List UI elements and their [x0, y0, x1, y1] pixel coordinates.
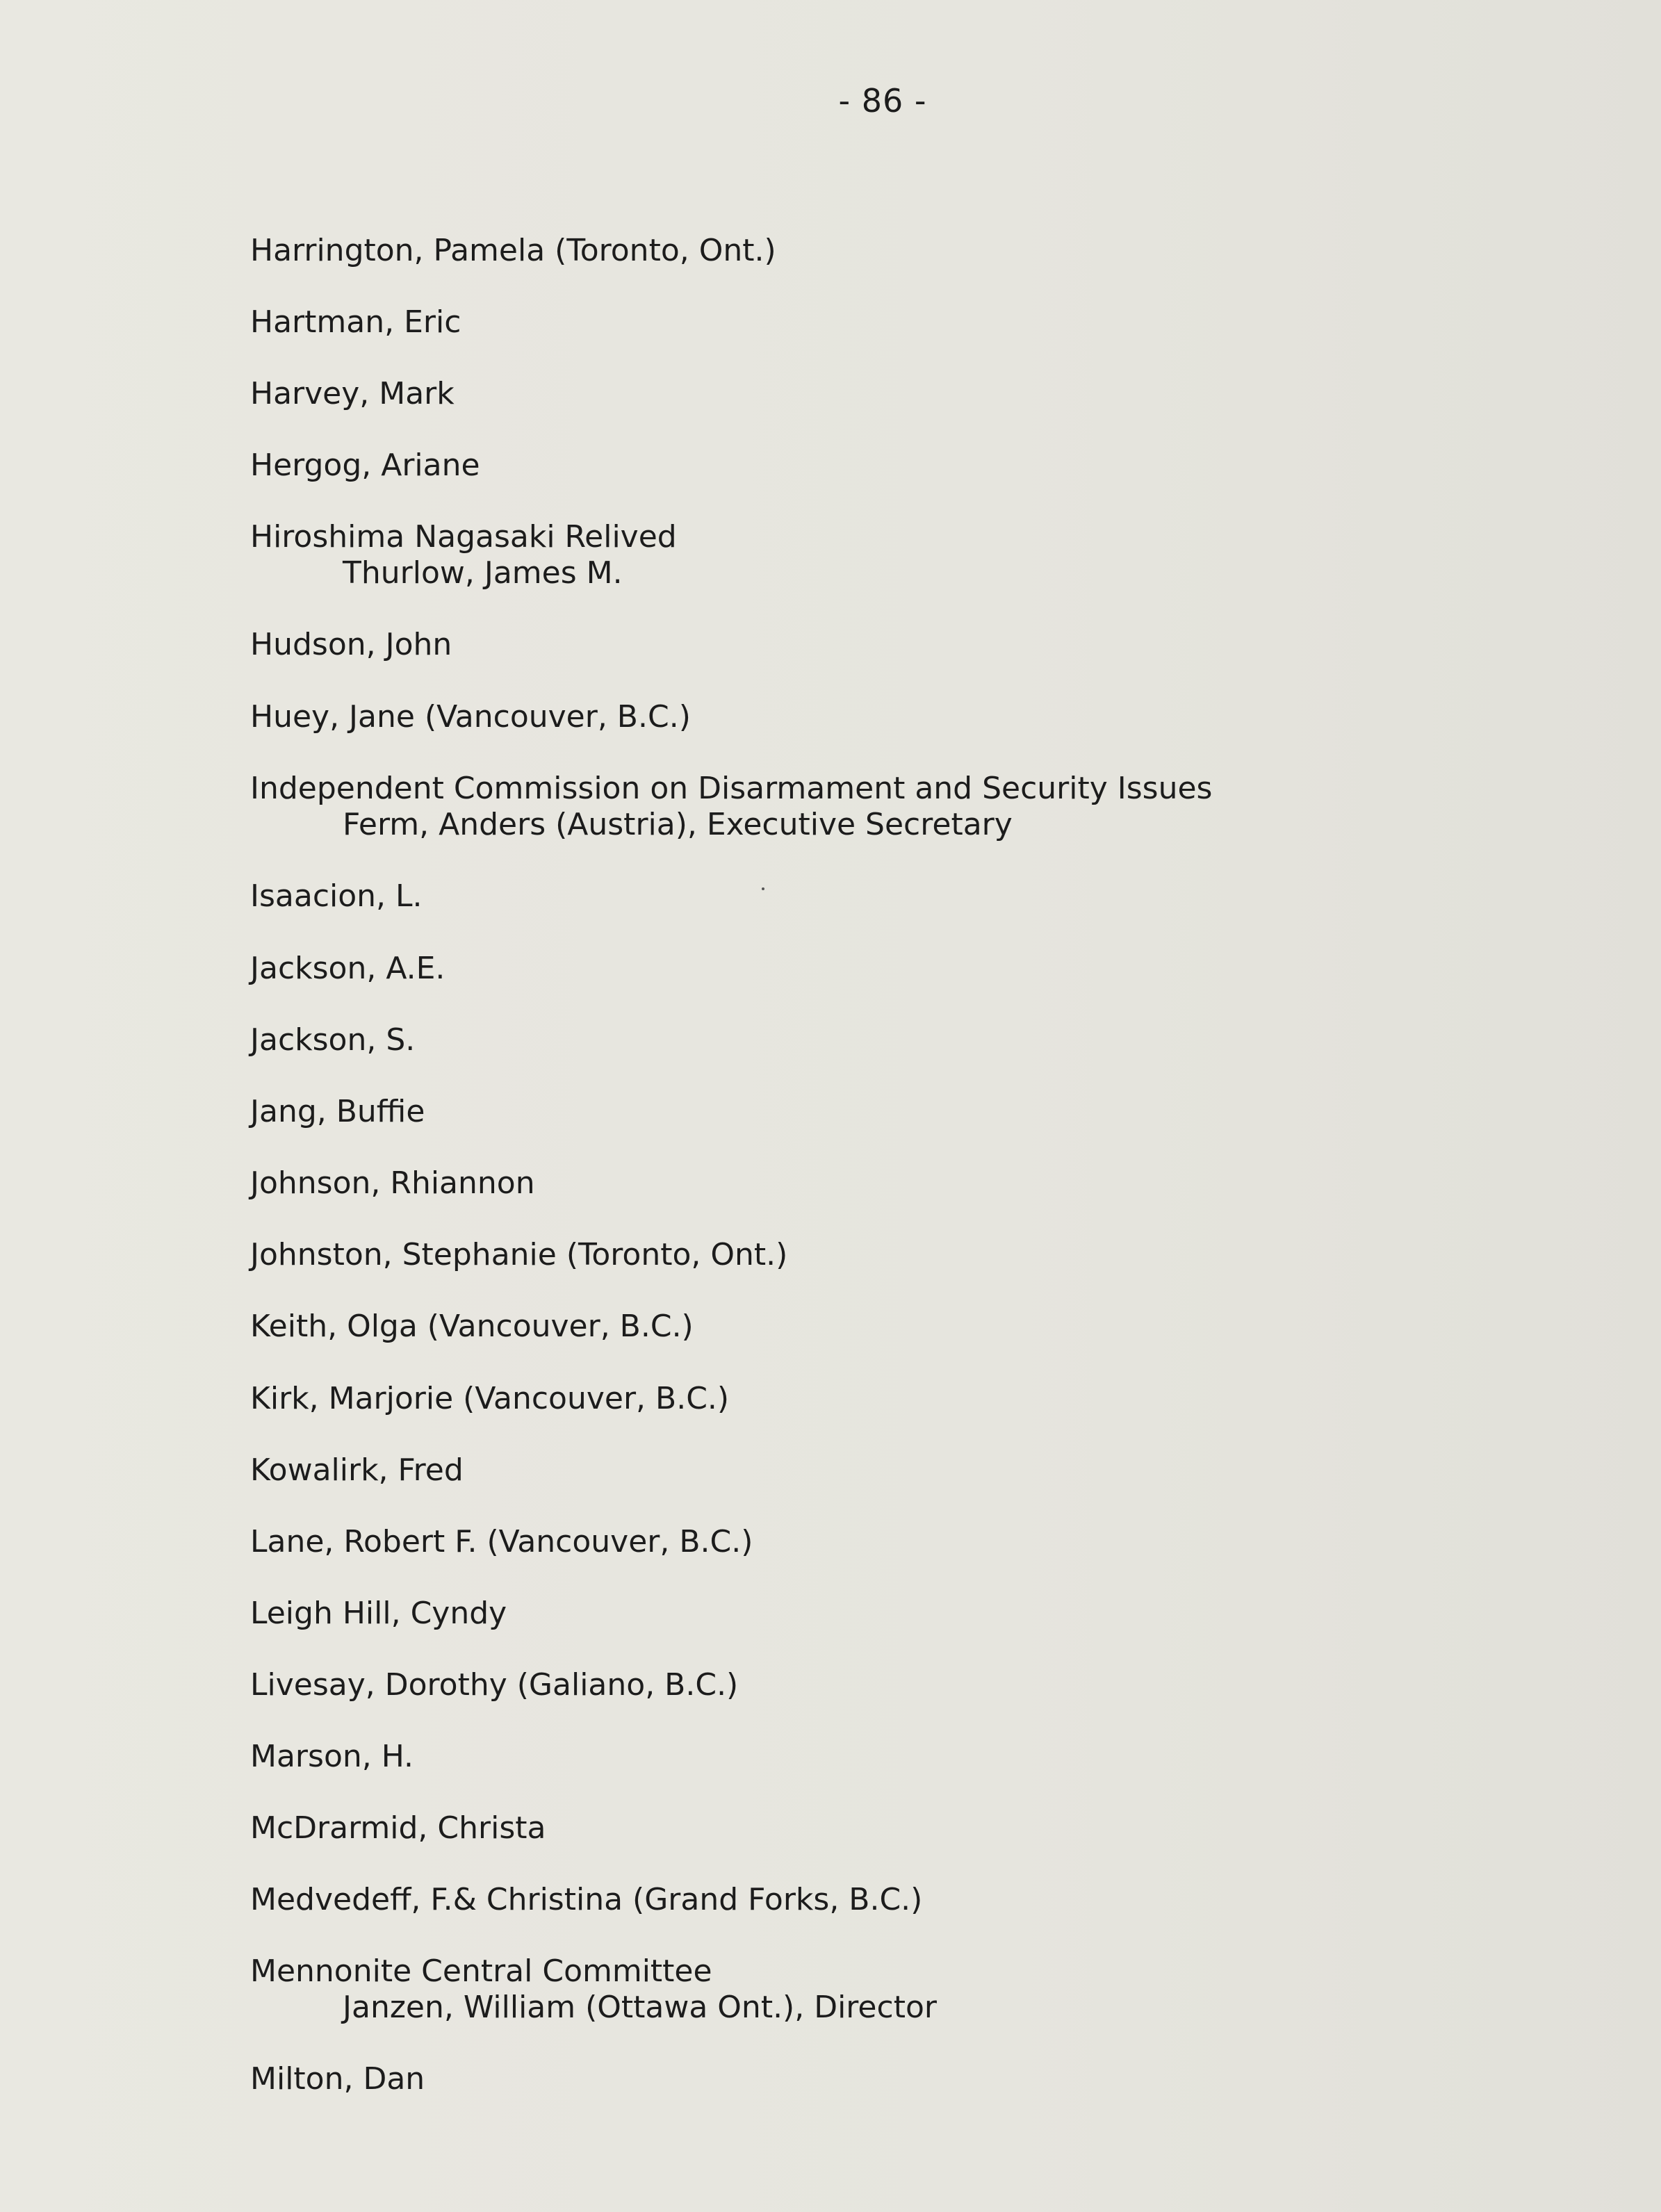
- entry-name: Medvedeff, F.& Christina (Grand Forks, B.C.): [250, 1882, 923, 1917]
- page-number: - 86 -: [838, 82, 927, 120]
- entry-name: Harvey, Mark: [250, 376, 455, 411]
- list-item: [250, 304, 461, 341]
- entry-name: Leigh Hill, Cyndy: [250, 1596, 507, 1631]
- entry-name: Jackson, A.E.: [250, 951, 445, 986]
- list-item: [250, 1094, 425, 1130]
- list-item: [250, 1022, 415, 1058]
- entry-name: Hiroshima Nagasaki Relived: [250, 519, 677, 555]
- entry-name: McDrarmid, Christa: [250, 1810, 546, 1846]
- entry-name: Johnson, Rhiannon: [250, 1165, 535, 1201]
- list-item: [250, 1810, 546, 1846]
- entry-name: Mennonite Central Committee: [250, 1953, 712, 1989]
- list-item: [250, 1524, 753, 1560]
- entry-name: Kirk, Marjorie (Vancouver, B.C.): [250, 1381, 730, 1416]
- entry-name: Kowalirk, Fred: [250, 1452, 464, 1488]
- list-item: [250, 1165, 535, 1202]
- entry-name: Marson, H.: [250, 1739, 414, 1774]
- ink-speck: [762, 887, 764, 890]
- list-item: [250, 1452, 464, 1489]
- entry-name: Hudson, John: [250, 627, 452, 662]
- entry-subline: Janzen, William (Ottawa Ont.), Director: [343, 1990, 937, 2025]
- entry-name: Jang, Buffie: [250, 1094, 425, 1129]
- list-item: [250, 1739, 414, 1775]
- list-item: [250, 699, 691, 735]
- entry-subline: Ferm, Anders (Austria), Executive Secretary: [343, 807, 1013, 842]
- entry-name: Hartman, Eric: [250, 304, 461, 340]
- list-item: [250, 1381, 729, 1417]
- entry-subline: Thurlow, James M.: [343, 555, 623, 591]
- list-item: [250, 1667, 738, 1703]
- list-item: [250, 233, 776, 269]
- entry-name: Isaacion, L.: [250, 878, 423, 914]
- entry-name: Jackson, S.: [250, 1022, 416, 1058]
- entry-name: Huey, Jane (Vancouver, B.C.): [250, 699, 691, 735]
- list-item: [250, 1596, 507, 1632]
- list-item: [250, 448, 480, 484]
- list-item: [250, 771, 1212, 843]
- list-item: [250, 1237, 787, 1273]
- list-item: [250, 2061, 425, 2097]
- list-item: [250, 878, 423, 915]
- entry-name: Independent Commission on Disarmament and Security Issues: [250, 771, 1213, 806]
- list-item: [250, 1953, 937, 2026]
- entry-name: Keith, Olga (Vancouver, B.C.): [250, 1309, 694, 1344]
- list-item: [250, 519, 677, 591]
- list-item: [250, 376, 455, 412]
- list-item: [250, 951, 445, 987]
- entry-name: Milton, Dan: [250, 2061, 425, 2097]
- entry-name: Johnston, Stephanie (Toronto, Ont.): [250, 1237, 788, 1272]
- list-item: [250, 1882, 922, 1918]
- entry-name: Livesay, Dorothy (Galiano, B.C.): [250, 1667, 739, 1703]
- entry-name: Harrington, Pamela (Toronto, Ont.): [250, 233, 776, 268]
- entry-name: Hergog, Ariane: [250, 448, 480, 483]
- entry-name: Lane, Robert F. (Vancouver, B.C.): [250, 1524, 753, 1559]
- list-item: [250, 1309, 694, 1345]
- list-item: [250, 627, 452, 663]
